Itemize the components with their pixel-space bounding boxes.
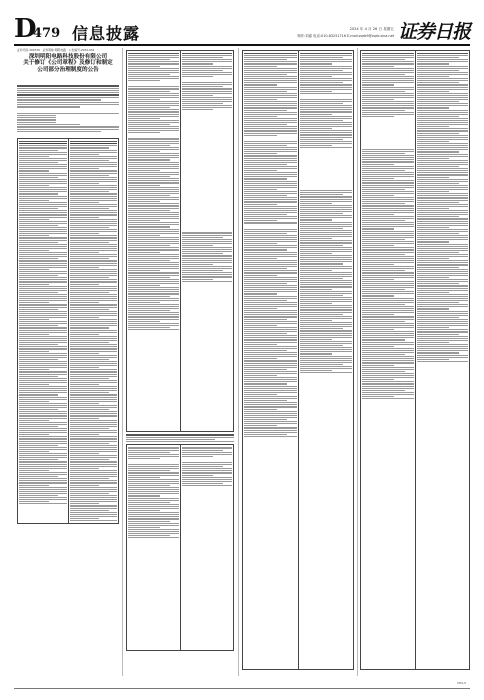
editor-contact-line: 制作:刘睿 电话:010-83251716 E-mail:zqrb9@zqrb.sina.net (297, 34, 394, 38)
newspaper-logo: 证券日报 (397, 21, 470, 43)
masthead (14, 14, 470, 44)
page-letter: D (14, 14, 36, 44)
column-3 (242, 48, 354, 676)
headline-line-2: 关于修订《公司章程》及修订和制定 (23, 60, 113, 67)
revision-table (126, 50, 234, 432)
column-4 (360, 48, 470, 676)
bottom-rule (14, 688, 470, 689)
section-title: 信息披露 (72, 24, 141, 43)
headline-line-3: 公司部分治理制度的公告 (37, 66, 99, 73)
revision-table (17, 138, 119, 524)
revision-table (360, 50, 470, 670)
page-number: 479 (33, 26, 61, 41)
revision-table (242, 50, 354, 670)
column-1 (17, 48, 119, 676)
column-divider (122, 48, 123, 676)
column-2 (126, 48, 234, 676)
revision-table (126, 444, 234, 651)
column-divider (357, 48, 358, 676)
masthead-rule (14, 44, 470, 46)
headline-line-1: 深圳明阳电路科技股份有限公司 (28, 54, 108, 60)
stock-code-line: 证券代码:300739 证券简称:明阳电路 公告编号:2024-032 (17, 48, 95, 52)
article-header (17, 48, 119, 73)
date-line: 2024 年 4 月 26 日 星期五 (349, 27, 394, 31)
column-divider (238, 48, 239, 676)
page-footer-code: CP2-5 (457, 681, 466, 685)
